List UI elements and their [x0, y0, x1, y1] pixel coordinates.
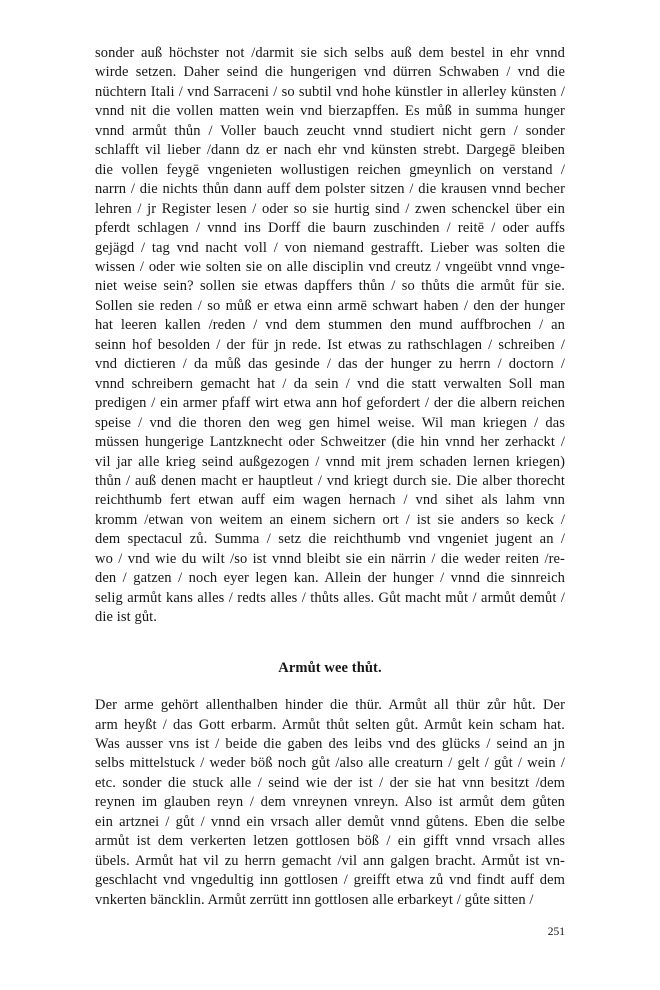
text-line: selbs mittelstuck / weder böß noch gůt /also alle creaturn / gelt / gůt / wein / — [95, 755, 565, 772]
text-line: den / gatzen / noch eyer legen kan. Allein der hunger / vnnd die sinnreich — [95, 570, 565, 587]
text-line: dem spectacul zů. Summa / setz die reichthumb vnd vngeniet jugent an / — [95, 531, 565, 548]
page-text-block — [95, 44, 565, 910]
text-line: gejägd / tag vnd nacht voll / von niemand gestrafft. Lieber was solten die — [95, 239, 565, 256]
text-line: selig armůt kans alles / redts alles / thůts alles. Gůt macht můt / armůt demůt / — [95, 589, 565, 606]
text-line: vil jar alle krieg seind außgezogen / vnnd mit jrem schaden lernen kriegen) — [95, 453, 565, 470]
text-line: ein artznei / gůt / vnnd ein vrsach aller demůt vnnd gůtens. Eben die selbe — [95, 813, 565, 830]
text-line: niet weise sein? sollen sie etwas dapffers thůn / so thůts die armůt für sie. — [95, 278, 565, 295]
text-line: vnkerten bäncklin. Armůt zerrütt inn gottlosen alle erbarkeyt / gůte sitten / — [95, 891, 534, 908]
text-line: wo / vnd wie du wilt /so ist vnnd bleibt sie ein närrin / die weder reiten /re- — [95, 550, 565, 567]
paragraph-armut-wee-thut — [95, 696, 565, 910]
text-line: arm heyßt / das Gott erbarm. Armůt thůt selten gůt. Armůt kein scham hat. — [95, 716, 565, 733]
text-line: schlafft vil lieber /dann dz er nach ehr vnd künsten strebt. Dargegē bleiben — [95, 142, 565, 159]
text-line: narrn / die nichts thůn dann auff dem polster sitzen / die krausen vnnd becher — [95, 181, 565, 198]
text-line: Der arme gehört allenthalben hinder die thür. Armůt all thür zůr hůt. Der — [95, 697, 565, 714]
text-line: müssen hungerige Lantzknecht oder Schweitzer (die hin vnnd her zerhackt / — [95, 434, 565, 451]
text-line: lehren / jr Register lesen / oder so sie hurtig sind / zwen schenckel über ein — [95, 200, 565, 217]
text-line: kromm /etwan von weitem an einem sichern ort / ist sie anders so keck / — [95, 511, 565, 528]
text-line: wissen / oder wie solten sie on alle disciplin vnd creutz / vngeübt vnnd vnge- — [95, 258, 565, 275]
text-line: übels. Armůt hat vil zu herrn gemacht /vil ann galgen bracht. Armůt ist vn- — [95, 852, 565, 869]
text-line: vnnd schreibern gemacht hat / da sein / vnd die statt verwalten Soll man — [95, 375, 565, 392]
text-line: reichthumb fert etwan auff eim wagen hernach / vnd sihet als lahm vnn — [95, 492, 565, 509]
text-line: armůt ist dem verkerten letzen gottlosen böß / ein gifft vnnd vrsach alles — [95, 833, 565, 850]
text-line: pferdt schlagen / vnnd ins Dorff die baurn zuschinden / reitē / oder auffs — [95, 220, 565, 237]
text-line: Sollen sie reden / so můß er etwa einn armē schwart haben / den der hunger — [95, 297, 565, 314]
paragraph-continued — [95, 44, 565, 628]
text-line: Was ausser vns ist / beide die gaben des leibs vnd des glücks / seind an jn — [95, 735, 565, 752]
text-line: geschlacht vnd vngedultig inn gottlosen / greifft etwa zů vnd findt auff dem — [95, 872, 565, 889]
text-line: nüchtern Itali / vnd Sarraceni / so subtil vnd hohe künstler in allerley künsten / — [95, 83, 565, 100]
text-line: vnnd nit die vollen matten wein vnd bierzapffen. Es můß in summa hunger — [95, 103, 565, 120]
text-line: predigen / ein armer pfaff wirt etwa ann hof gefordert / der die albern reichen — [95, 395, 565, 412]
text-line: sonder auß höchster not /darmit sie sich selbs auß dem bestel in ehr vnnd — [95, 45, 565, 61]
text-line: reynen im glauben reyn / dem vnreynen vnreyn. Also ist armůt dem gůten — [95, 794, 565, 811]
text-line: thůn / auß denen macht er hauptleut / vnd kriegt durch sie. Die alber thorecht — [95, 472, 565, 489]
text-line: die vollen feygē vngenieten wollustigen reichen gmeynlich on verstand / — [95, 161, 565, 178]
text-line: wirde setzen. Daher seind die hungerigen vnd dürren Schwaben / vnd die — [95, 64, 565, 81]
text-line: die ist gůt. — [95, 609, 158, 626]
text-line: seinn hof besolden / der für jn rede. Ist etwas zu rathschlagen / schreiben / — [95, 336, 565, 353]
section-heading: Armůt wee thůt. — [278, 659, 382, 676]
text-line: vnnd armůt thůn / Voller bauch zeucht vnnd studiert nicht gern / sonder — [95, 122, 565, 139]
page-number: 251 — [547, 926, 565, 938]
text-line: hat leeren kallen /reden / vnd dem stummen den mund auffbrochen / an — [95, 317, 565, 334]
text-line: etc. sonder die stuck alle / seind wie der ist / der sie hat vnn besitzt /dem — [95, 774, 565, 791]
text-line: vnd dictieren / da můß das gesinde / das der hunger zu herrn / doctorn / — [95, 356, 565, 373]
text-line: speise / vnd die thoren den weg gen himel weise. Wil man kriegen / das — [95, 414, 565, 431]
